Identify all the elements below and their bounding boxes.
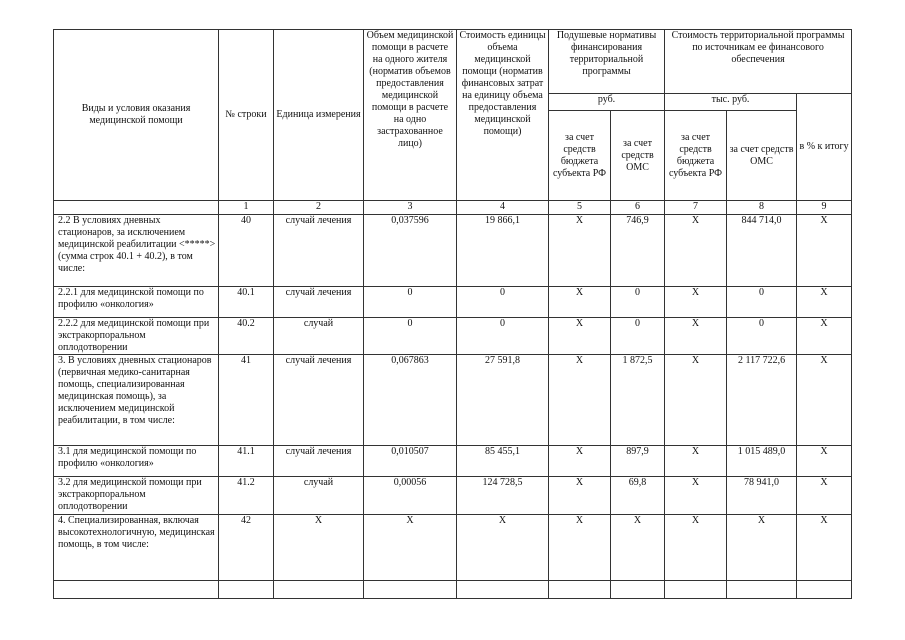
row-cell: 0,067863 xyxy=(364,355,457,446)
table-continuation-row xyxy=(54,581,852,599)
row-cell: 746,9 xyxy=(611,215,665,287)
empty-cell xyxy=(797,581,852,599)
row-cell: 69,8 xyxy=(611,477,665,515)
row-cell: 41 xyxy=(219,355,274,446)
table-row xyxy=(54,446,852,477)
row-cell: 1 015 489,0 xyxy=(727,446,797,477)
row-cell: 0 xyxy=(727,318,797,355)
row-cell: X xyxy=(665,477,727,515)
row-cell: 40 xyxy=(219,215,274,287)
row-cell: 0 xyxy=(611,287,665,318)
row-cell: 0,00056 xyxy=(364,477,457,515)
row-cell: 124 728,5 xyxy=(457,477,549,515)
row-cell: 0 xyxy=(611,318,665,355)
column-number: 5 xyxy=(549,201,611,215)
row-cell: X xyxy=(665,318,727,355)
header-oms-rub: за счет средств ОМС xyxy=(611,111,665,201)
row-cell: X xyxy=(549,515,611,581)
row-description: 2.2.2 для медицинской помощи при экстракорпоральном оплодотворении xyxy=(54,318,219,355)
row-cell: 0,037596 xyxy=(364,215,457,287)
column-number: 7 xyxy=(665,201,727,215)
row-description: 2.2 В условиях дневных стационаров, за исключением медицинской реабилитации <*****> (сумма строк 40.1 + 40.2), в том числе: xyxy=(54,215,219,287)
header-percent-total: в % к итогу xyxy=(797,94,852,201)
empty-cell xyxy=(219,581,274,599)
header-kind-conditions: Виды и условия оказания медицинской помощи xyxy=(54,30,219,201)
header-unit-thousand-rub: тыс. руб. xyxy=(665,94,797,111)
row-cell: 0 xyxy=(457,318,549,355)
row-cell: 19 866,1 xyxy=(457,215,549,287)
header-budget-rub: за счет средств бюджета субъекта РФ xyxy=(549,111,611,201)
column-number: 8 xyxy=(727,201,797,215)
row-description: 3. В условиях дневных стационаров (первичная медико-санитарная помощь, специализированная медицинская помощь), за исключением медицинской реабилитации, в том числе: xyxy=(54,355,219,446)
column-number: 1 xyxy=(219,201,274,215)
empty-cell xyxy=(274,581,364,599)
row-description: 2.2.1 для медицинской помощи по профилю «онкология» xyxy=(54,287,219,318)
header-unit: Единица измерения xyxy=(274,30,364,201)
row-cell: случай xyxy=(274,318,364,355)
header-unit-cost: Стоимость единицы объема медицинской помощи (норматив финансовых затрат на единицу объема предоставления медицинской помощи) xyxy=(457,30,549,201)
header-row-1 xyxy=(54,30,852,94)
column-number: 4 xyxy=(457,201,549,215)
row-description: 4. Специализированная, включая высокотехнологичную, медицинская помощь, в том числе: xyxy=(54,515,219,581)
row-cell: X xyxy=(797,355,852,446)
row-cell: X xyxy=(665,355,727,446)
empty-cell xyxy=(54,581,219,599)
row-description: 3.2 для медицинской помощи при экстракорпоральном оплодотворении xyxy=(54,477,219,515)
row-cell: 27 591,8 xyxy=(457,355,549,446)
row-cell: 0 xyxy=(364,287,457,318)
empty-cell xyxy=(549,581,611,599)
header-volume: Объем медицинской помощи в расчете на одного жителя (норматив объемов предоставления медицинской помощи в расчете на одно застрахованное лицо) xyxy=(364,30,457,201)
row-cell: случай лечения xyxy=(274,446,364,477)
row-cell: X xyxy=(549,446,611,477)
table-row xyxy=(54,477,852,515)
row-cell: 0 xyxy=(457,287,549,318)
row-cell: 40.1 xyxy=(219,287,274,318)
row-cell: X xyxy=(549,318,611,355)
row-cell: 0 xyxy=(727,287,797,318)
row-cell: случай лечения xyxy=(274,287,364,318)
row-cell: 897,9 xyxy=(611,446,665,477)
table-row xyxy=(54,355,852,446)
header-program-cost: Стоимость территориальной программы по источникам ее финансового обеспечения xyxy=(665,30,852,94)
column-numbers-row xyxy=(54,201,852,215)
table-row xyxy=(54,215,852,287)
row-cell: 0 xyxy=(364,318,457,355)
column-number: 3 xyxy=(364,201,457,215)
row-cell: X xyxy=(797,215,852,287)
row-cell: 2 117 722,6 xyxy=(727,355,797,446)
row-cell: X xyxy=(549,287,611,318)
row-cell: X xyxy=(797,477,852,515)
table-row xyxy=(54,287,852,318)
row-cell: 41.1 xyxy=(219,446,274,477)
row-cell: X xyxy=(665,287,727,318)
row-cell: X xyxy=(457,515,549,581)
row-cell: X xyxy=(549,215,611,287)
header-oms-thousand: за счет средств ОМС xyxy=(727,111,797,201)
column-number: 9 xyxy=(797,201,852,215)
empty-cell xyxy=(611,581,665,599)
row-description: 3.1 для медицинской помощи по профилю «онкология» xyxy=(54,446,219,477)
row-cell: X xyxy=(364,515,457,581)
row-cell: 85 455,1 xyxy=(457,446,549,477)
column-number: 2 xyxy=(274,201,364,215)
row-cell: 844 714,0 xyxy=(727,215,797,287)
row-cell: X xyxy=(797,446,852,477)
header-row-number: № строки xyxy=(219,30,274,201)
empty-cell xyxy=(665,581,727,599)
row-cell: X xyxy=(549,355,611,446)
header-budget-thousand: за счет средств бюджета субъекта РФ xyxy=(665,111,727,201)
row-cell: случай лечения xyxy=(274,355,364,446)
row-cell: X xyxy=(665,215,727,287)
row-cell: 40.2 xyxy=(219,318,274,355)
empty-cell xyxy=(364,581,457,599)
column-number-blank xyxy=(54,201,219,215)
table-body xyxy=(54,30,852,599)
row-cell: X xyxy=(727,515,797,581)
row-cell: 1 872,5 xyxy=(611,355,665,446)
row-cell: X xyxy=(665,446,727,477)
row-cell: X xyxy=(549,477,611,515)
row-cell: 42 xyxy=(219,515,274,581)
table-row xyxy=(54,515,852,581)
row-cell: X xyxy=(797,515,852,581)
row-cell: 0,010507 xyxy=(364,446,457,477)
row-cell: 41.2 xyxy=(219,477,274,515)
row-cell: случай xyxy=(274,477,364,515)
row-cell: случай лечения xyxy=(274,215,364,287)
empty-cell xyxy=(457,581,549,599)
row-cell: 78 941,0 xyxy=(727,477,797,515)
row-cell: X xyxy=(611,515,665,581)
row-cell: X xyxy=(797,318,852,355)
header-unit-rub: руб. xyxy=(549,94,665,111)
header-per-capita: Подушевые нормативы финансирования территориальной программы xyxy=(549,30,665,94)
row-cell: X xyxy=(274,515,364,581)
column-number: 6 xyxy=(611,201,665,215)
table-row xyxy=(54,318,852,355)
empty-cell xyxy=(727,581,797,599)
row-cell: X xyxy=(797,287,852,318)
row-cell: X xyxy=(665,515,727,581)
financing-table xyxy=(53,29,852,599)
